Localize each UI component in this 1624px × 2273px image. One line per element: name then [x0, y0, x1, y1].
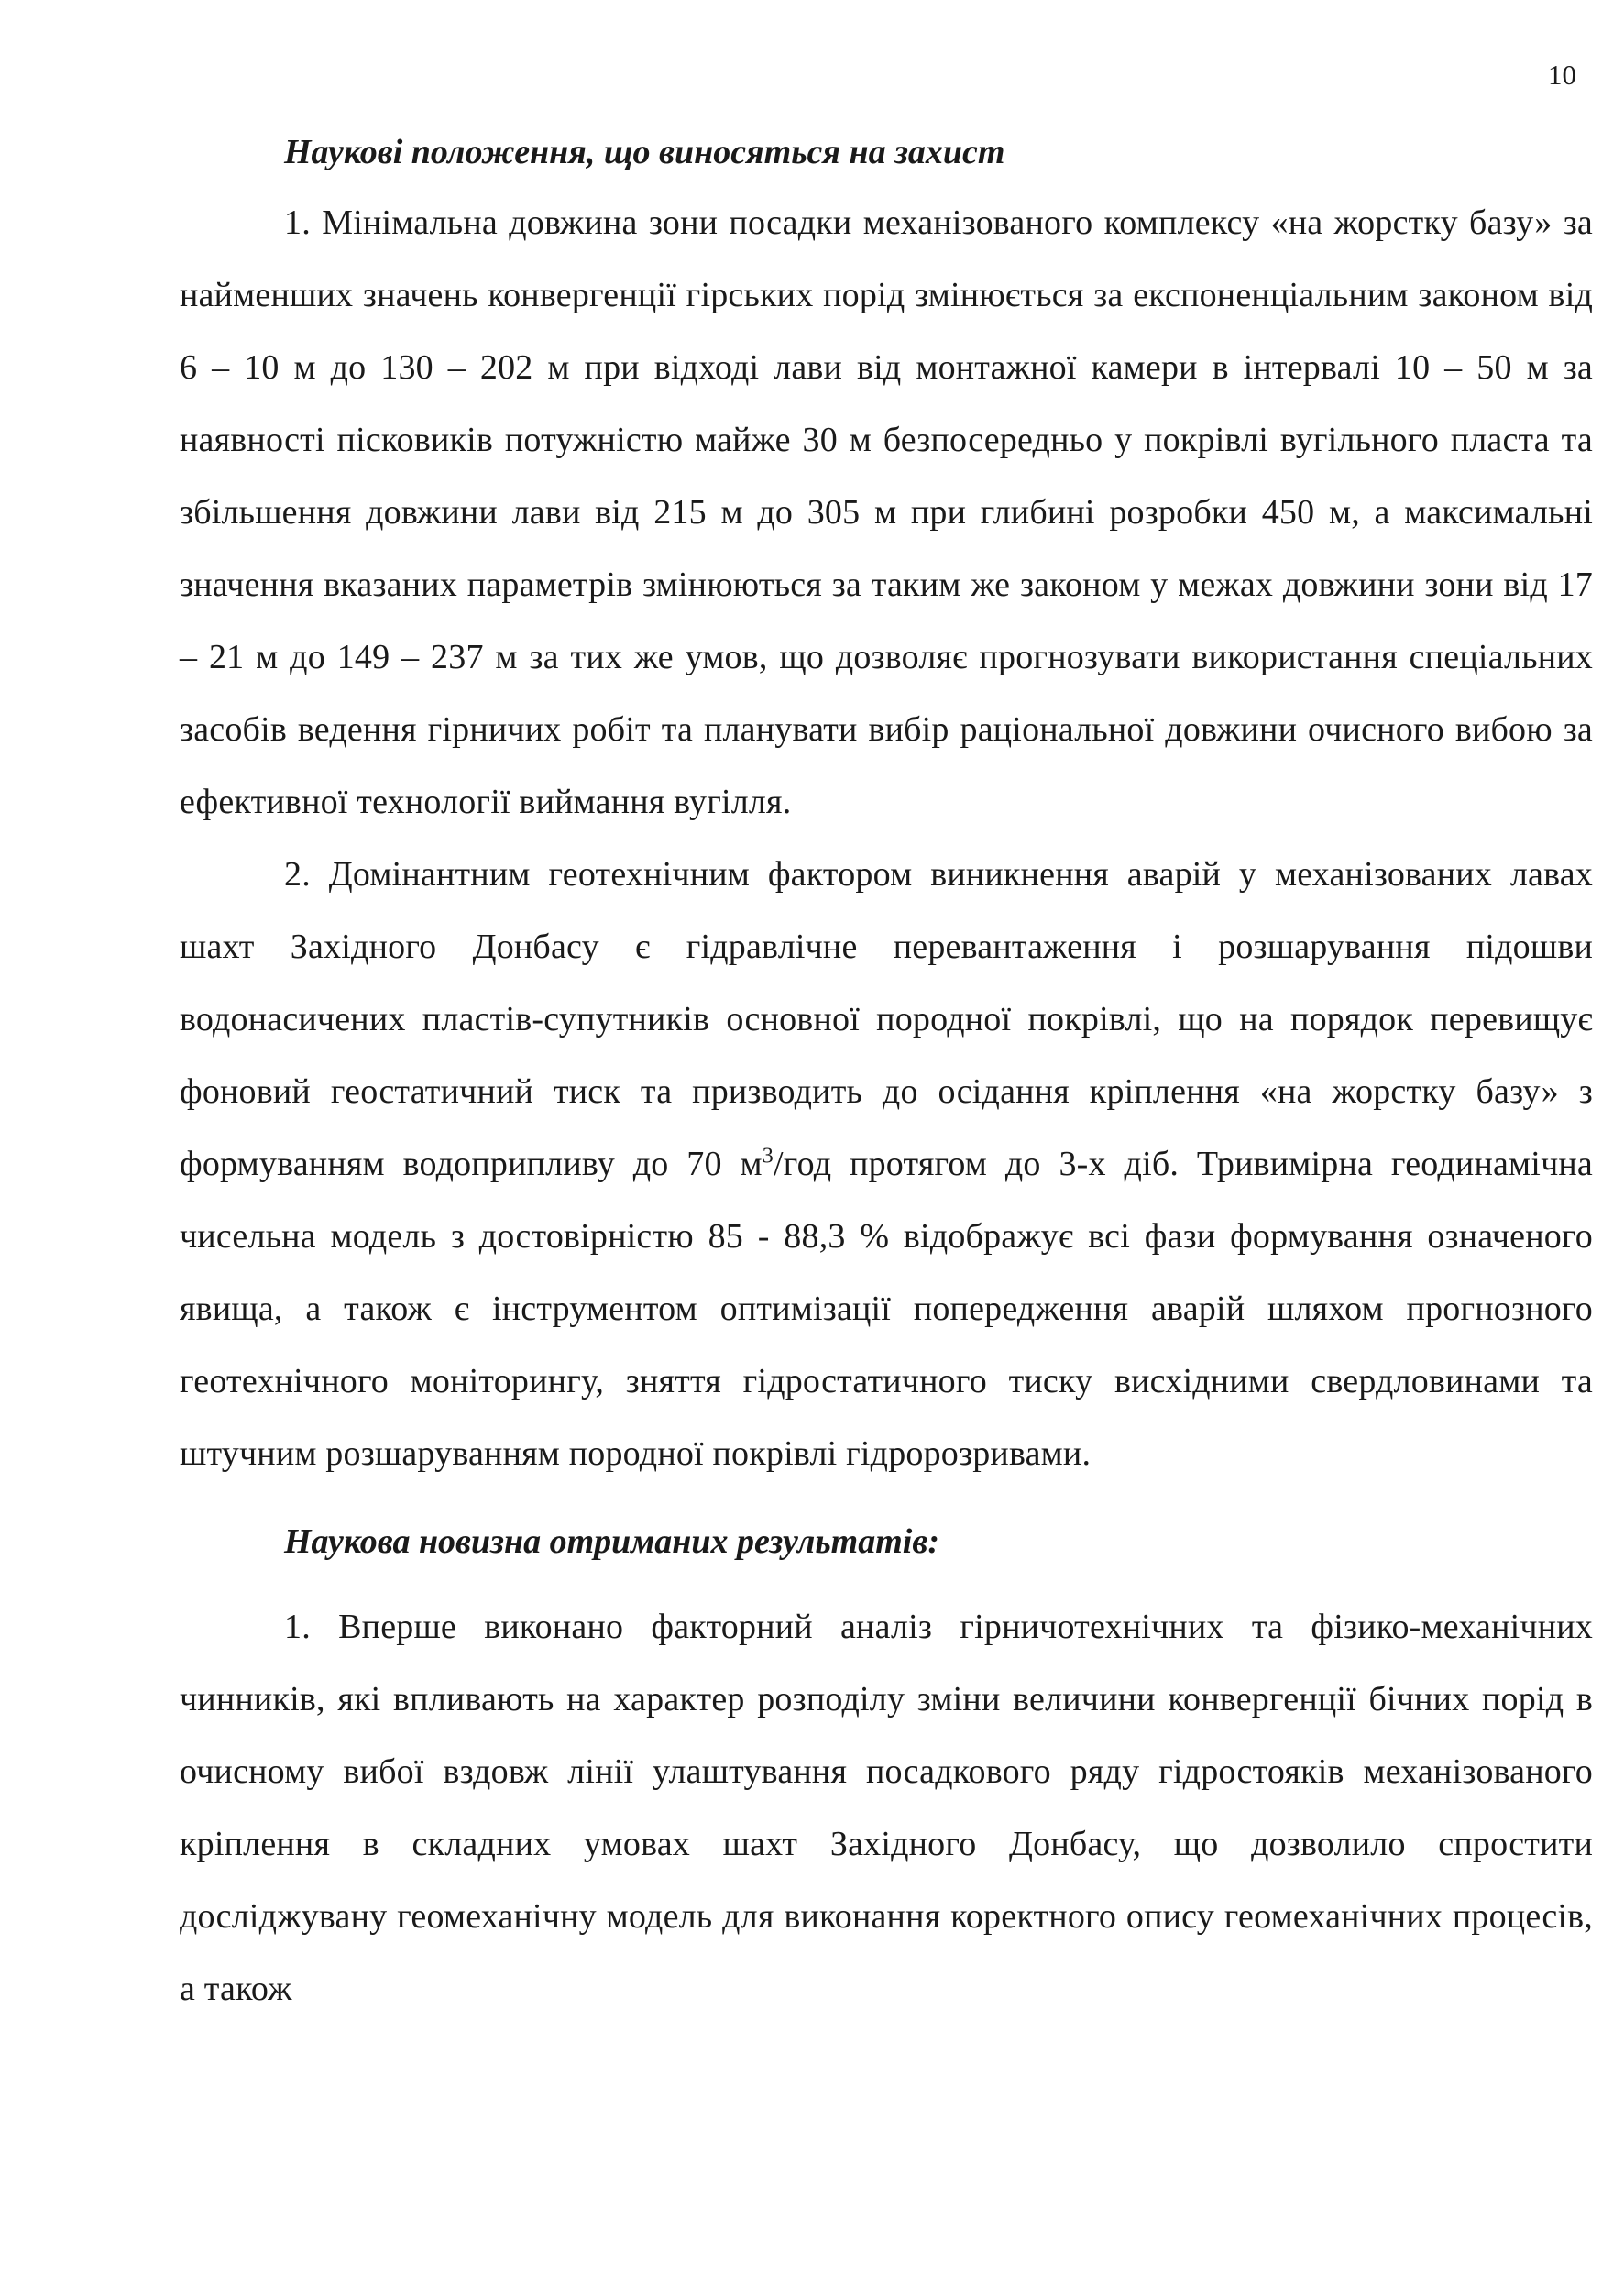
- page-content: [180, 117, 1593, 2026]
- provision-2-paragraph: [180, 839, 1593, 1490]
- provision-2-text-b: /год протягом до 3-х діб. Тривимірна геодинамічна чисельна модель з достовірністю 85 - 88,3 % відображує всі фази формування означеного явища, а також є інструментом оптимізації попередження аварій шляхом прогнозного геотехнічного моніторингу, зняття гідростатичного тиску висхідними свердловинами та штучним розшаруванням породної покрівлі гідророзривами.: [180, 1145, 1593, 1473]
- novelty-1-paragraph: 1. Вперше виконано факторний аналіз гірничотехнічних та фізико-механічних чинників, які впливають на характер розподілу зміни величини конвергенції бічних порід в очисному вибої вздовж лінії улаштування посадкового ряду гідростояків механізованого кріплення в складних умовах шахт Західного Донбасу, що дозволило спростити досліджувану геомеханічну модель для виконання коректного опису геомеханічних процесів, а також: [180, 1608, 1593, 2008]
- provision-2-text-a: 2. Домінантним геотехнічним фактором виникнення аварій у механізованих лавах шахт Західного Донбасу є гідравлічне перевантаження і розшарування підошви водонасичених пластів-супутників основної породної покрівлі, що на порядок перевищує фоновий геостатичний тиск та призводить до осідання кріплення «на жорстку базу» з формуванням водоприпливу до 70 м: [180, 855, 1593, 1183]
- section-heading-scientific-provisions: Наукові положення, що виносяться на захист: [284, 133, 1005, 171]
- provision-1-paragraph: 1. Мінімальна довжина зони посадки механізованого комплексу «на жорстку базу» за найменших значень конвергенції гірських порід змінюється за експоненціальним законом від 6 – 10 м до 130 – 202 м при відході лави від монтажної камери в інтервалі 10 – 50 м за наявності пісковиків потужністю майже 30 м безпосередньо у покрівлі вугільного пласта та збільшення довжини лави від 215 м до 305 м при глибині розробки 450 м, а максимальні значення вказаних параметрів змінюються за таким же законом у межах довжини зони від 17 – 21 м до 149 – 237 м за тих же умов, що дозволяє прогнозувати використання спеціальних засобів ведення гірничих робіт та планувати вибір раціональної довжини очисного вибою за ефективної технології виймання вугілля.: [180, 203, 1593, 821]
- page-number: 10: [1548, 59, 1576, 91]
- superscript-3: 3: [762, 1144, 774, 1169]
- section-heading-scientific-novelty: Наукова новизна отриманих результатів:: [284, 1522, 939, 1561]
